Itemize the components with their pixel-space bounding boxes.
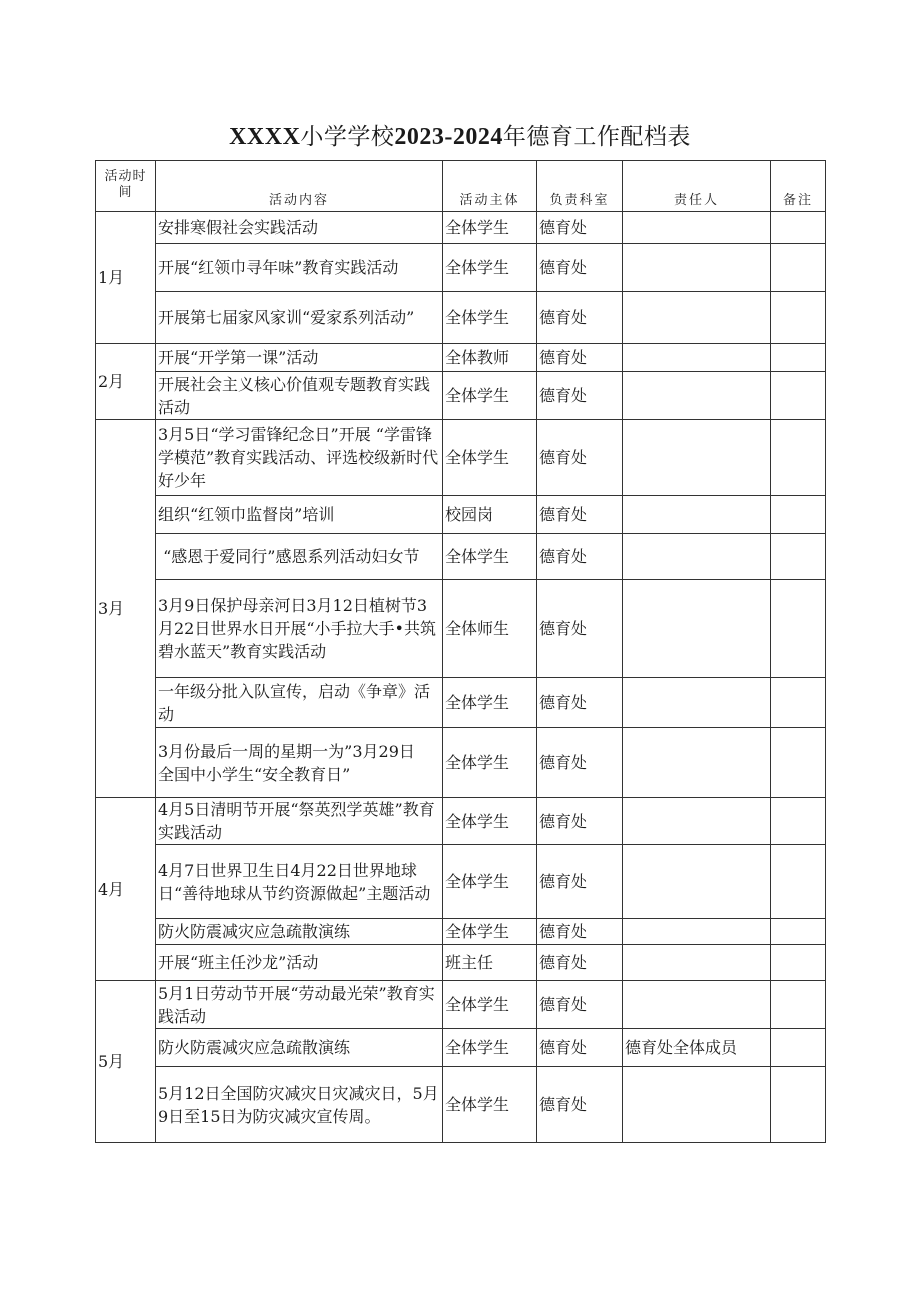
- table-row: [96, 534, 826, 580]
- subject-cell: 全体学生: [443, 678, 537, 728]
- table-row: [96, 981, 826, 1029]
- month-cell: 2月: [96, 344, 156, 420]
- department-cell: 德育处: [537, 212, 623, 244]
- person-cell: [623, 244, 771, 292]
- person-cell: [623, 420, 771, 496]
- department-cell: 德育处: [537, 1029, 623, 1067]
- content-cell: 开展“班主任沙龙”活动: [156, 945, 443, 981]
- note-cell: [771, 496, 826, 534]
- activity-table: [95, 160, 826, 1143]
- subject-cell: 全体学生: [443, 1067, 537, 1143]
- table-row: [96, 798, 826, 845]
- person-cell: [623, 728, 771, 798]
- content-cell: 开展第七届家风家训“爱家系列活动”: [156, 292, 443, 344]
- department-cell: 德育处: [537, 534, 623, 580]
- subject-cell: 全体学生: [443, 372, 537, 420]
- person-cell: [623, 212, 771, 244]
- note-cell: [771, 728, 826, 798]
- content-cell: 开展社会主义核心价值观专题教育实践活动: [156, 372, 443, 420]
- table-row: [96, 845, 826, 919]
- content-cell: 4月5日清明节开展“祭英烈学英雄”教育实践活动: [156, 798, 443, 845]
- table-row: [96, 1067, 826, 1143]
- subject-cell: 全体学生: [443, 292, 537, 344]
- content-cell: 开展“红领巾寻年味”教育实践活动: [156, 244, 443, 292]
- content-cell: 3月份最后一周的星期一为”3月29日 全国中小学生“安全教育日”: [156, 728, 443, 798]
- content-cell: 防火防震减灾应急疏散演练: [156, 1029, 443, 1067]
- note-cell: [771, 292, 826, 344]
- person-cell: [623, 580, 771, 678]
- header-subject: 活动主体: [443, 161, 537, 212]
- department-cell: 德育处: [537, 845, 623, 919]
- department-cell: 德育处: [537, 798, 623, 845]
- header-row: [96, 161, 826, 212]
- person-cell: 德育处全体成员: [623, 1029, 771, 1067]
- note-cell: [771, 580, 826, 678]
- note-cell: [771, 981, 826, 1029]
- table-row: [96, 344, 826, 372]
- title-school: XXXX: [229, 124, 301, 150]
- subject-cell: 全体学生: [443, 212, 537, 244]
- month-cell: 4月: [96, 798, 156, 981]
- title-part1: 小学学校: [300, 124, 395, 150]
- content-cell: 4月7日世界卫生日4月22日世界地球日“善待地球从节约资源做起”主题活动: [156, 845, 443, 919]
- subject-cell: 全体师生: [443, 580, 537, 678]
- month-cell: 3月: [96, 420, 156, 798]
- department-cell: 德育处: [537, 292, 623, 344]
- subject-cell: 全体学生: [443, 845, 537, 919]
- subject-cell: 班主任: [443, 945, 537, 981]
- subject-cell: 全体学生: [443, 798, 537, 845]
- person-cell: [623, 919, 771, 945]
- person-cell: [623, 798, 771, 845]
- department-cell: 德育处: [537, 372, 623, 420]
- note-cell: [771, 244, 826, 292]
- department-cell: 德育处: [537, 678, 623, 728]
- person-cell: [623, 981, 771, 1029]
- table-row: [96, 292, 826, 344]
- note-cell: [771, 1067, 826, 1143]
- table-body: [96, 212, 826, 1143]
- department-cell: 德育处: [537, 496, 623, 534]
- subject-cell: 全体学生: [443, 1029, 537, 1067]
- note-cell: [771, 945, 826, 981]
- department-cell: 德育处: [537, 244, 623, 292]
- table-row: [96, 919, 826, 945]
- table-row: [96, 212, 826, 244]
- note-cell: [771, 1029, 826, 1067]
- person-cell: [623, 1067, 771, 1143]
- table-row: [96, 678, 826, 728]
- content-cell: 开展“开学第一课”活动: [156, 344, 443, 372]
- header-person: 责任人: [623, 161, 771, 212]
- note-cell: [771, 212, 826, 244]
- content-cell: “感恩于爱同行”感恩系列活动妇女节: [156, 534, 443, 580]
- subject-cell: 全体学生: [443, 728, 537, 798]
- note-cell: [771, 344, 826, 372]
- title-year: 2023-2024: [394, 124, 503, 150]
- person-cell: [623, 845, 771, 919]
- person-cell: [623, 292, 771, 344]
- note-cell: [771, 420, 826, 496]
- table-row: [96, 945, 826, 981]
- note-cell: [771, 534, 826, 580]
- table-row: [96, 1029, 826, 1067]
- content-cell: 防火防震减灾应急疏散演练: [156, 919, 443, 945]
- content-cell: 安排寒假社会实践活动: [156, 212, 443, 244]
- header-department: 负责科室: [537, 161, 623, 212]
- department-cell: 德育处: [537, 919, 623, 945]
- person-cell: [623, 945, 771, 981]
- subject-cell: 校园岗: [443, 496, 537, 534]
- subject-cell: 全体学生: [443, 919, 537, 945]
- person-cell: [623, 344, 771, 372]
- subject-cell: 全体学生: [443, 244, 537, 292]
- table-row: [96, 420, 826, 496]
- page-title: [0, 118, 920, 151]
- content-cell: 组织“红领巾监督岗”培训: [156, 496, 443, 534]
- subject-cell: 全体学生: [443, 981, 537, 1029]
- content-cell: 5月12日全国防灾减灾日灾减灾日，5月9日至15日为防灾减灾宣传周。: [156, 1067, 443, 1143]
- month-cell: 1月: [96, 212, 156, 344]
- table-row: [96, 496, 826, 534]
- department-cell: 德育处: [537, 344, 623, 372]
- note-cell: [771, 798, 826, 845]
- table-row: [96, 580, 826, 678]
- table-row: [96, 372, 826, 420]
- subject-cell: 全体学生: [443, 534, 537, 580]
- note-cell: [771, 845, 826, 919]
- content-cell: 3月5日“学习雷锋纪念日”开展 “学雷锋学模范”教育实践活动、评选校级新时代好少年: [156, 420, 443, 496]
- person-cell: [623, 496, 771, 534]
- note-cell: [771, 678, 826, 728]
- department-cell: 德育处: [537, 981, 623, 1029]
- department-cell: 德育处: [537, 728, 623, 798]
- content-cell: 5月1日劳动节开展“劳动最光荣”教育实践活动: [156, 981, 443, 1029]
- department-cell: 德育处: [537, 945, 623, 981]
- header-time: 活动时间: [96, 161, 156, 212]
- content-cell: 一年级分批入队宣传，启动《争章》活动: [156, 678, 443, 728]
- department-cell: 德育处: [537, 1067, 623, 1143]
- header-content: 活动内容: [156, 161, 443, 212]
- note-cell: [771, 919, 826, 945]
- subject-cell: 全体教师: [443, 344, 537, 372]
- person-cell: [623, 678, 771, 728]
- subject-cell: 全体学生: [443, 420, 537, 496]
- title-part2: 年德育工作配档表: [502, 124, 691, 150]
- table-row: [96, 244, 826, 292]
- person-cell: [623, 534, 771, 580]
- month-cell: 5月: [96, 981, 156, 1143]
- header-note: 备注: [771, 161, 826, 212]
- content-cell: 3月9日保护母亲河日3月12日植树节3月22日世界水日开展“小手拉大手•共筑碧水蓝天”教育实践活动: [156, 580, 443, 678]
- note-cell: [771, 372, 826, 420]
- department-cell: 德育处: [537, 420, 623, 496]
- person-cell: [623, 372, 771, 420]
- table-row: [96, 728, 826, 798]
- department-cell: 德育处: [537, 580, 623, 678]
